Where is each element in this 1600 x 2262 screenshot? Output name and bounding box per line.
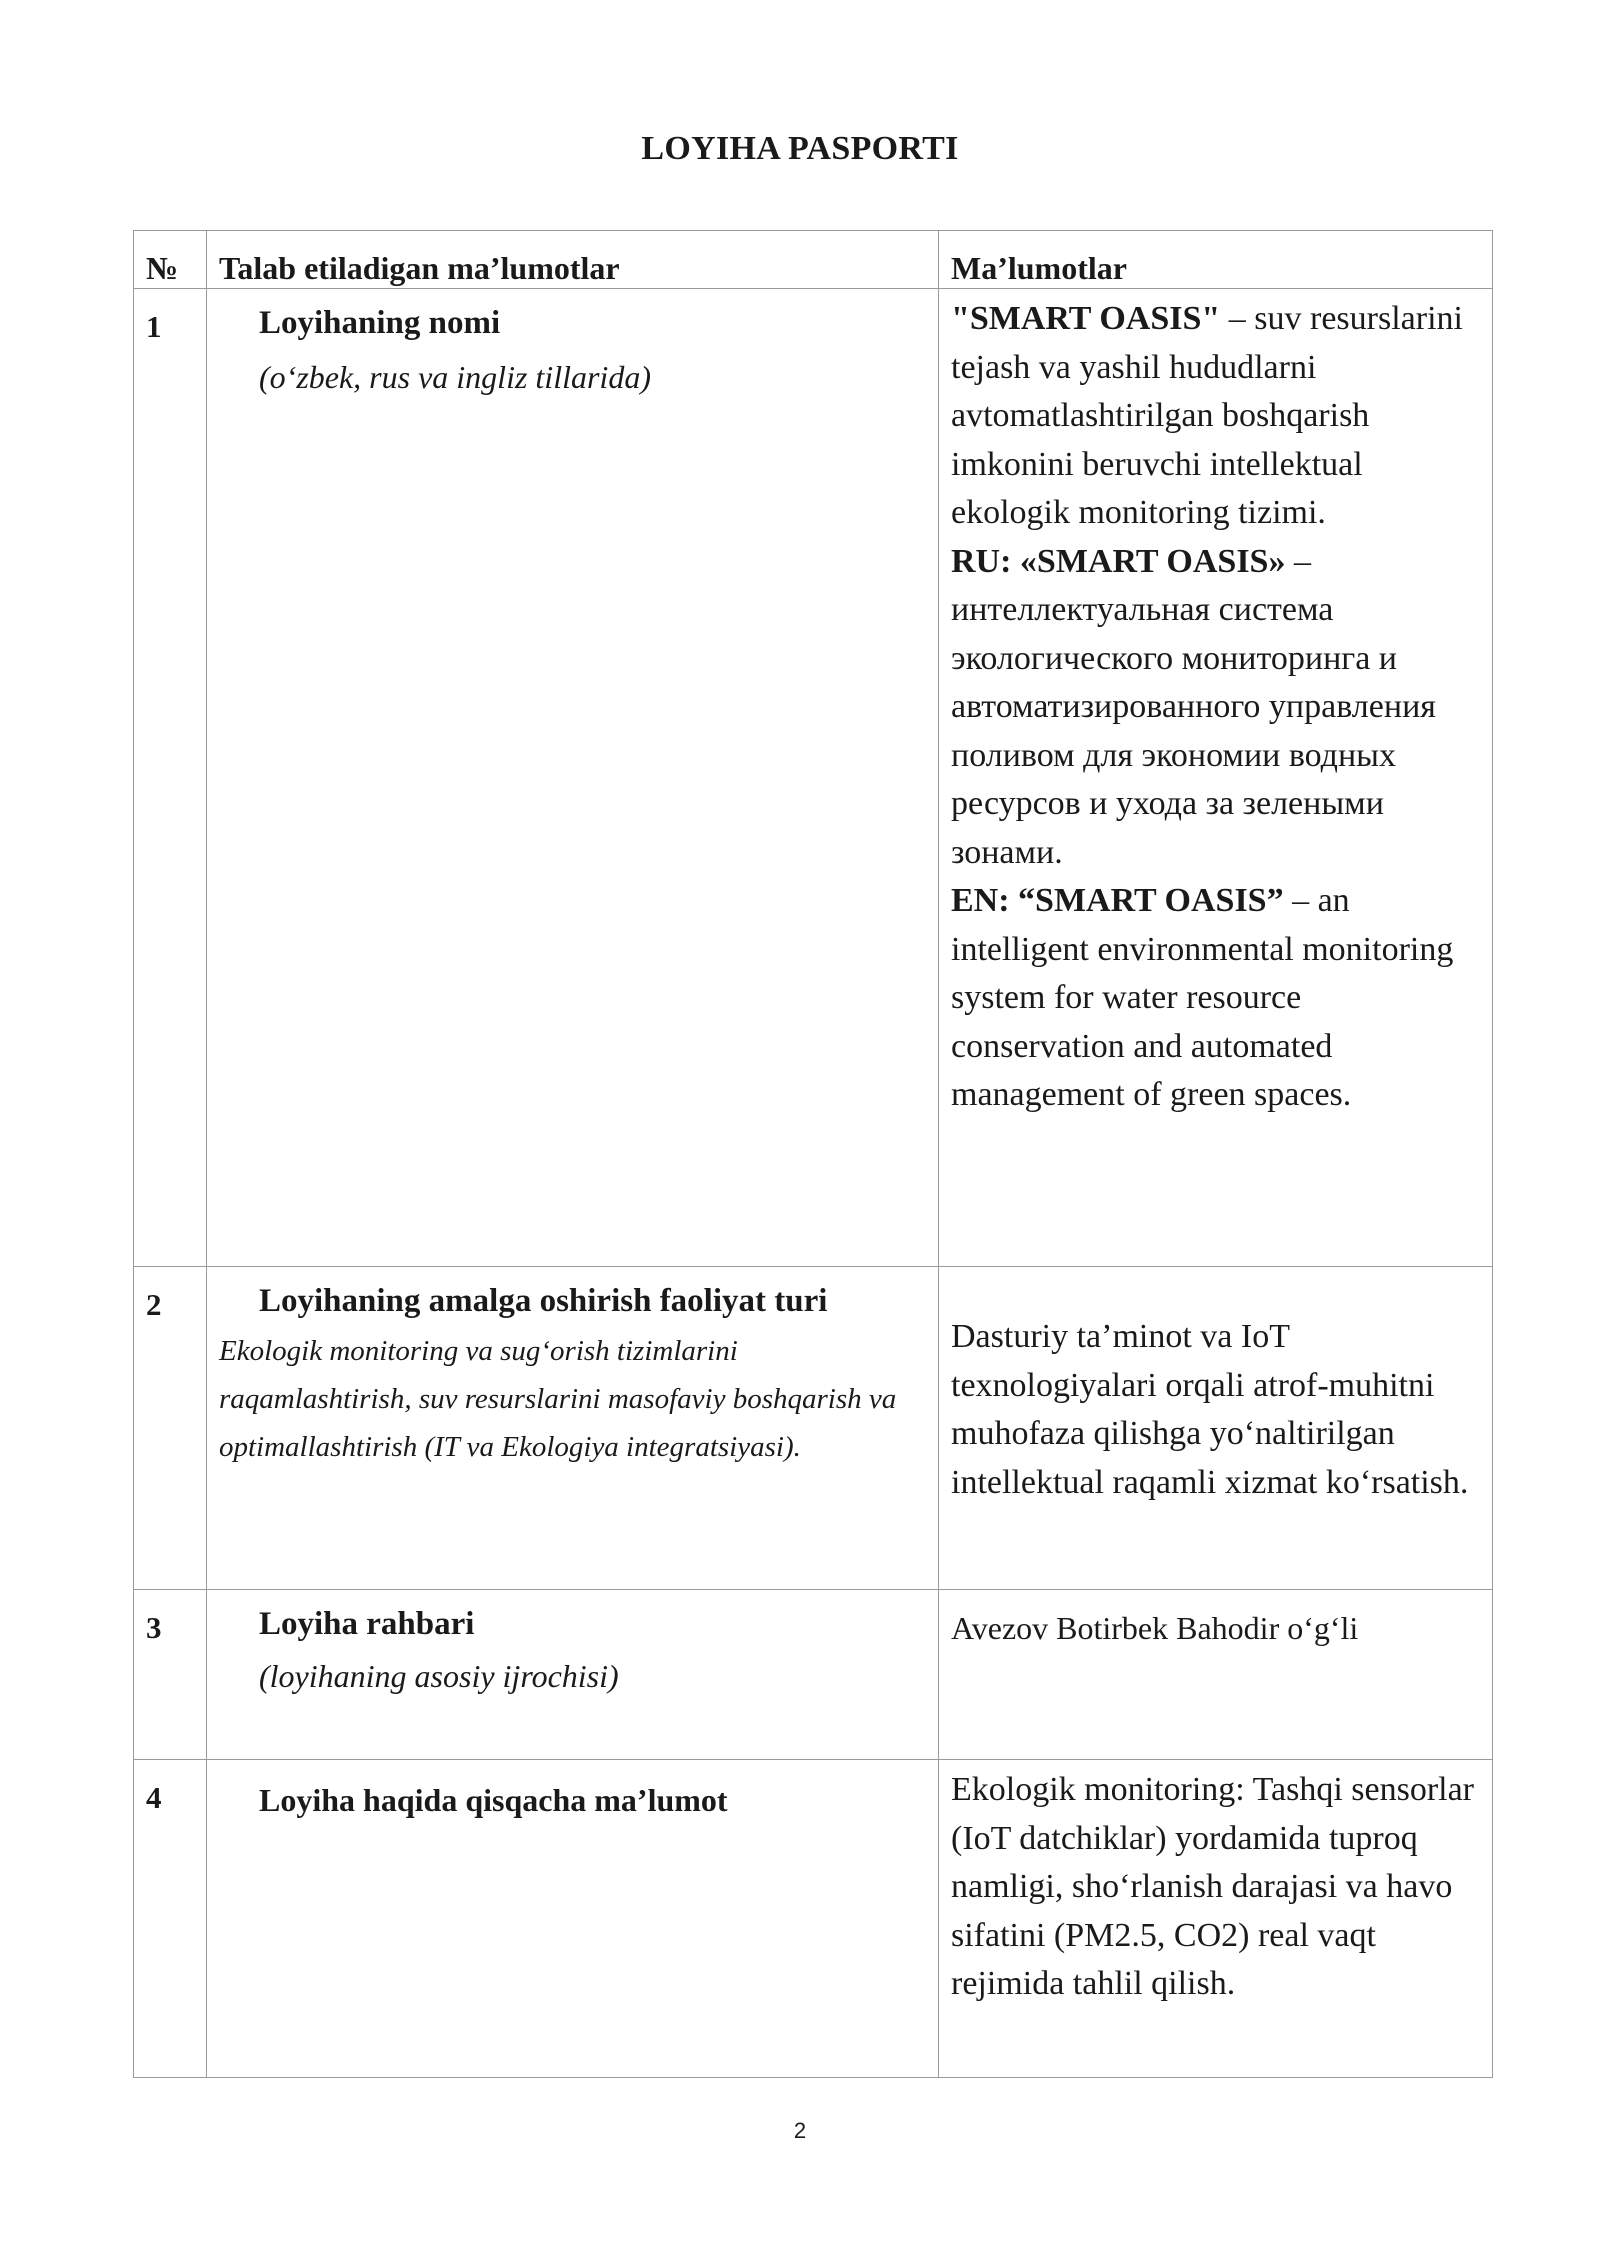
ru-description: – интеллектуальная система экологического мониторинга и автоматизированного управления поливом для экономии водных ресурсов и ухода за зелеными зонами. — [951, 542, 1436, 871]
requirement-title: Loyiha haqida qisqacha ma’lumot — [259, 1782, 728, 1818]
row-number: 2 — [134, 1267, 207, 1590]
row-requirement — [207, 289, 939, 1267]
row-requirement — [207, 1760, 939, 2078]
row-number: 3 — [134, 1590, 207, 1760]
table-row — [134, 1590, 1493, 1760]
row-value: Avezov Botirbek Bahodir o‘g‘li — [939, 1590, 1493, 1760]
page-number: 2 — [793, 2118, 807, 2143]
row-value: Ekologik monitoring: Tashqi sensorlar (IoT datchiklar) yordamida tuproq namligi, sho‘rlanish darajasi va havo sifatini (PM2.5, CO2) real vaqt rejimida tahlil qilish. — [939, 1760, 1493, 2078]
requirement-subtitle: (loyihaning asosiy ijrochisi) — [259, 1658, 619, 1694]
en-description: – an intelligent environmental monitoring system for water resource conservation and automated management of green spaces. — [951, 882, 1454, 1113]
row-requirement — [207, 1267, 939, 1590]
page-title: LOYIHA PASPORTI — [641, 130, 959, 167]
requirement-title: Loyiha rahbari — [259, 1606, 475, 1642]
header-required-info: Talab etiladigan ma’lumotlar — [207, 231, 939, 289]
row-number: 4 — [134, 1760, 207, 2078]
row-value — [939, 289, 1493, 1267]
row-number: 1 — [134, 289, 207, 1267]
table-header-row — [134, 231, 1493, 289]
uz-name: "SMART OASIS" — [951, 300, 1221, 337]
en-name: EN: “SMART OASIS” — [951, 882, 1284, 919]
passport-table — [133, 230, 1493, 2078]
table-row — [134, 1760, 1493, 2078]
ru-name: RU: «SMART OASIS» — [951, 542, 1286, 580]
table-row — [134, 289, 1493, 1267]
table-row — [134, 1267, 1493, 1590]
row-value: Dasturiy ta’minot va IoT texnologiyalari orqali atrof-muhitni muhofaza qilishga yo‘naltirilgan intellektual raqamli xizmat ko‘rsatish. — [939, 1267, 1493, 1590]
requirement-title: Loyihaning nomi — [259, 305, 501, 341]
requirement-subtitle: Ekologik monitoring va sug‘orish tizimlarini raqamlashtirish, suv resurslarini masofaviy boshqarish va optimallashtirish (IT va Ekologiya integratsiyasi). — [219, 1335, 897, 1463]
requirement-title: Loyihaning amalga oshirish faoliyat turi — [259, 1283, 828, 1319]
header-number: № — [134, 231, 207, 289]
uz-description: – suv resurslarini tejash va yashil hududlarni avtomatlashtirilgan boshqarish imkonini beruvchi intellektual ekologik monitoring tizimi. — [951, 300, 1463, 531]
requirement-subtitle: (o‘zbek, rus va ingliz tillarida) — [259, 359, 651, 395]
header-data: Ma’lumotlar — [939, 231, 1493, 289]
row-requirement — [207, 1590, 939, 1760]
